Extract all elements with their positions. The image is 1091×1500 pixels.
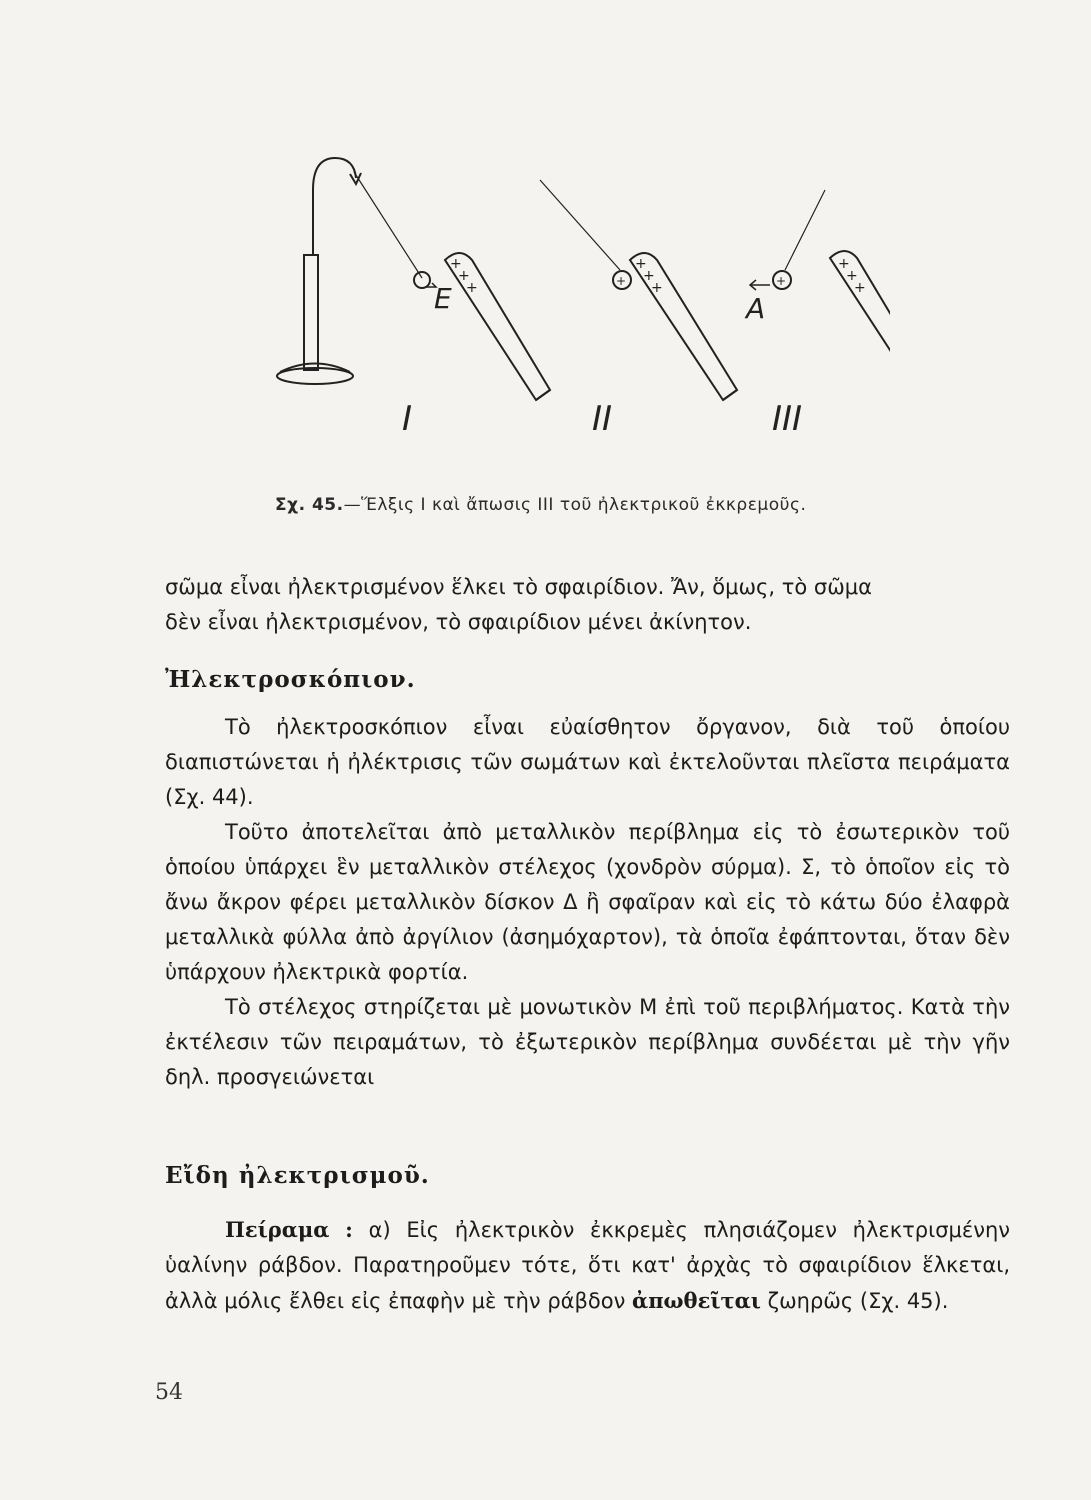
experiment-separator: : <box>345 1217 353 1242</box>
pendulum-diagram <box>250 150 890 450</box>
stand-hook <box>313 158 356 255</box>
electroscope-para-3: Τὸ στέλεχος στηρίζεται μὲ μονωτικὸν Μ ἐπὶ τοῦ περιβλήματος. Κατὰ τὴν ἐκτέλεσιν τῶν πειραμάτων, τὸ ἐξωτερικὸν περίβλημα συνδέεται μὲ τὴν γῆν δηλ. προσγειώνεται <box>165 995 1010 1089</box>
svg-text:+: + <box>616 274 627 288</box>
svg-text:+: + <box>776 274 787 288</box>
label-e: E <box>434 282 452 315</box>
thread-iii <box>785 190 825 270</box>
svg-text:+: + <box>466 280 478 296</box>
svg-text:+: + <box>635 256 647 272</box>
intro-paragraph <box>165 570 1010 640</box>
heading-electroscope: Ἠλεκτροσκόπιον. <box>165 666 416 693</box>
experiment-text <box>165 1212 1010 1319</box>
svg-text:+: + <box>846 268 858 284</box>
figure-caption <box>275 495 806 515</box>
electroscope-body <box>165 710 1010 1095</box>
heading-types-of-electricity: Εἴδη ἠλεκτρισμοῦ. <box>165 1162 430 1189</box>
intro-line-2: δὲν εἶναι ἠλεκτρισμένον, τὸ σφαιρίδιον μένει ἀκίνητον. <box>165 610 752 634</box>
intro-line-1: σῶμα εἶναι ἠλεκτρισμένον ἕλκει τὸ σφαιρίδιον. Ἄν, ὅμως, τὸ σῶμα <box>165 575 872 599</box>
electroscope-para-2: Τοῦτο ἀποτελεῖται ἀπὸ μεταλλικὸν περίβλημα εἰς τὸ ἐσωτερικὸν τοῦ ὁποίου ὑπάρχει ἓν μεταλλικὸν στέλεχος (χονδρὸν σύρμα). Σ, τὸ ὁποῖον εἰς τὸ ἄνω ἄκρον φέρει μεταλλικὸν δίσκον Δ ἢ σφαῖραν καὶ εἰς τὸ κάτω δύο ἐλαφρὰ μεταλλικὰ φύλλα ἀπὸ ἀργίλιον (ἀσημόχαρτον), τὰ ὁποῖα ἐφάπτονται, ὅταν δὲν ὑπάρχουν ἠλεκτρικὰ φορτία. <box>165 820 1010 984</box>
svg-text:+: + <box>838 256 850 272</box>
label-a: A <box>746 292 766 325</box>
experiment-end: ζωηρῶς (Σχ. 45). <box>767 1289 949 1313</box>
section-types <box>165 1158 1010 1193</box>
svg-text:+: + <box>651 280 663 296</box>
label-i: I <box>402 399 413 439</box>
section-electroscope <box>165 662 1010 697</box>
svg-text:+: + <box>643 268 655 284</box>
caption-text: —Ἕλξις Ι καὶ ἄπωσις ΙΙΙ τοῦ ἠλεκτρικοῦ ἐκκρεμοῦς. <box>343 495 807 515</box>
thread-ii <box>540 180 620 270</box>
caption-number: Σχ. 45. <box>275 495 344 515</box>
experiment-bold: ἀπωθεῖται <box>632 1288 761 1313</box>
ball-i <box>414 272 430 288</box>
page-number: 54 <box>155 1380 183 1405</box>
electroscope-para-1: Τὸ ἠλεκτροσκόπιον εἶναι εὐαίσθητον ὄργανον, διὰ τοῦ ὁποίου διαπιστώνεται ἡ ἠλέκτρισις τῶν σωμάτων καὶ ἐκτελοῦνται πλεῖστα πειράματα (Σχ. 44). <box>165 715 1010 809</box>
experiment-label: Πείραμα <box>225 1217 330 1242</box>
svg-text:+: + <box>458 268 470 284</box>
stand-rod-thick <box>304 255 318 370</box>
svg-text:+: + <box>854 280 866 296</box>
svg-text:+: + <box>450 256 462 272</box>
thread-i <box>354 172 422 278</box>
figure-electric-pendulum <box>250 150 890 450</box>
label-iii: III <box>772 399 803 439</box>
experiment-body: α) Εἰς ἠλεκτρικὸν ἐκκρεμὲς πλησιάζομεν ἠλεκτρισμένην ὑαλίνην ράβδον. Παρατηροῦμεν τότε, ὅτι κατ' ἀρχὰς τὸ σφαιρίδιον ἕλκεται, ἀλλὰ μόλις ἔλθει εἰς ἐπαφὴν μὲ τὴν ράβδον <box>165 1218 1011 1313</box>
label-ii: II <box>592 399 613 439</box>
experiment-paragraph <box>165 1212 1010 1319</box>
